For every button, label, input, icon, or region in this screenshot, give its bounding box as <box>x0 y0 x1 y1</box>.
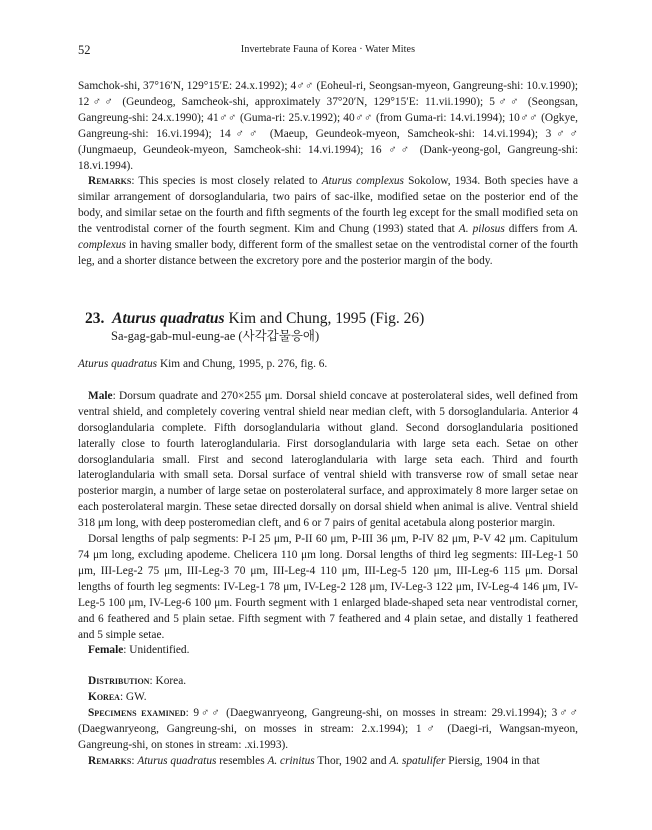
species-name: Aturus quadratus <box>112 310 225 327</box>
korea-line: Korea: GW. <box>88 691 147 704</box>
distribution-line: Distribution: Korea. <box>88 675 187 688</box>
species-korean-name: Sa-gag-gab-mul-eung-ae (사각갑물응애) <box>111 329 320 343</box>
species-number: 23. <box>85 310 105 327</box>
specimens-paragraph: Specimens examined: 9♂♂ (Daegwanryeong, Gangreung-shi, on mosses in stream: 29.vi.1994); 3♂♂ (Daegwanryeong, Gangreung-shi, on mosses in stream: 2.x.1994); 1♂ (Daegi-ri, Wangsan-myeon, Gangreung-shi, on stones in stream: .xi.1993). <box>78 707 578 751</box>
male-paragraph-1: Male: Dorsum quadrate and 270×255 μm. Dorsal shield concave at posterolateral sides, well defined from ventral shield, and completely covering ventral shield near median cleft, with 5 dorsoglandularia. Anterior 4 dorsoglandularia complete. Fifth dorsoglandularia without gland. Second dorsoglandularia positioned laterally close to fourth lateroglandularia. First dorsoglandularia with large seta each. Setae on other dorsoglandularia small. First and second lateroglandularia with large seta each. Third and fourth lateroglandularia with small seta. Dorsal surface of ventral shield with transverse row of small setae near posterior margin, a number of large setae on posterolateral surface, and approximately 8 more larger setae on each posterolateral margin. These setae directed dorsally on dorsal shield when animal is alive. Ventral shield 318 μm long, with deep posteromedian cleft, and 6 or 7 pairs of genital acetabula along posterior margin. <box>78 389 578 530</box>
male-paragraph-2: Dorsal lengths of palp segments: P-I 25 μm, P-II 60 μm, P-III 36 μm, P-IV 82 μm, P-V 42 μm. Capitulum 74 μm long, excluding apodeme. Chelicera 110 μm long. Dorsal lengths of third leg segments: III-Leg-1 50 μm, III-Leg-2 75 μm, III-Leg-3 70 μm, III-Leg-4 110 μm, III-Leg-5 120 μm, III-Leg-6 115 μm. Dorsal lengths of fourth leg segments: IV-Leg-1 78 μm, IV-Leg-2 128 μm, IV-Leg-3 122 μm, IV-Leg-4 146 μm, IV-Leg-5 100 μm, IV-Leg-6 100 μm. Fourth segment with 1 enlarged blade-shaped seta near ventrodistal corner, and 6 feathered and 5 plain setae. Fifth segment with 7 feathered and 4 plain setae, and distally 1 feathered and 5 simple setae. <box>78 533 578 641</box>
remarks-paragraph: Remarks: This species is most closely related to Aturus complexus Sokolow, 1934. Both species have a similar arrangement of dorsoglandularia, two pairs of sac-ilke, modified setae on the posterior end of the body, and similar setae on the fourth and fifth segments of the fourth leg except for the small modified seta on the ventrodistal corner of the fourth segment. Kim and Chung (1993) stated that A. pilosus differs from A. complexus in having smaller body, different form of the smallest setae on the ventrodistal corner of the fourth leg, and a shorter distance between the excretory pore and the posterior margin of the body. <box>78 175 579 267</box>
remarks-paragraph-2: Remarks: Aturus quadratus resembles A. crinitus Thor, 1902 and A. spatulifer Piersig, 1904 in that <box>88 754 540 767</box>
specimens-label: Specimens examined <box>88 707 186 720</box>
species-heading <box>85 309 575 345</box>
species-description <box>78 357 578 770</box>
page-header <box>78 43 578 59</box>
female-paragraph: Female: Unidentified. <box>88 644 190 657</box>
body-text-top <box>78 79 578 270</box>
male-label: Male <box>88 389 113 402</box>
species-title <box>85 309 575 328</box>
remarks-label-2: Remarks <box>88 754 132 767</box>
records-paragraph: Samchok-shi, 37°16′N, 129°15′E: 24.x.1992); 4♂♂ (Eoheul-ri, Seongsan-myeon, Gangreung-shi: 10.v.1990); 12♂♂ (Geundeog, Samcheok-shi, approximately 37°20′N, 129°15′E: 11.vii.1990); 5♂♂ (Seongsan, Gangreung-shi: 24.x.1990); 41♂♂ (Guma-ri: 25.v.1992); 40♂♂ (from Guma-ri: 14.vi.1994); 10♂♂ (Ogkye, Gangreung-shi: 16.vi.1994); 14♂♂ (Maeup, Geundeok-myeon, Samcheok-shi: 14.vi.1994); 3♂♂ (Jungmaeup, Geundeok-myeon, Samcheok-shi: 14.vi.1994); 16 ♂♂ (Dank-yeong-gol, Gangreung-shi: 18.vi.1994). <box>78 80 578 172</box>
species-author: Kim and Chung, 1995 (Fig. 26) <box>228 310 425 327</box>
remarks-label: Remarks <box>88 175 132 188</box>
korea-label: Korea <box>88 691 120 704</box>
running-title: Invertebrate Fauna of Korea · Water Mites <box>240 44 416 55</box>
citation: Aturus quadratus Kim and Chung, 1995, p. 276, fig. 6. <box>78 358 328 370</box>
distribution-label: Distribution <box>88 675 150 688</box>
female-label: Female <box>88 644 124 657</box>
page-number: 52 <box>78 43 91 57</box>
